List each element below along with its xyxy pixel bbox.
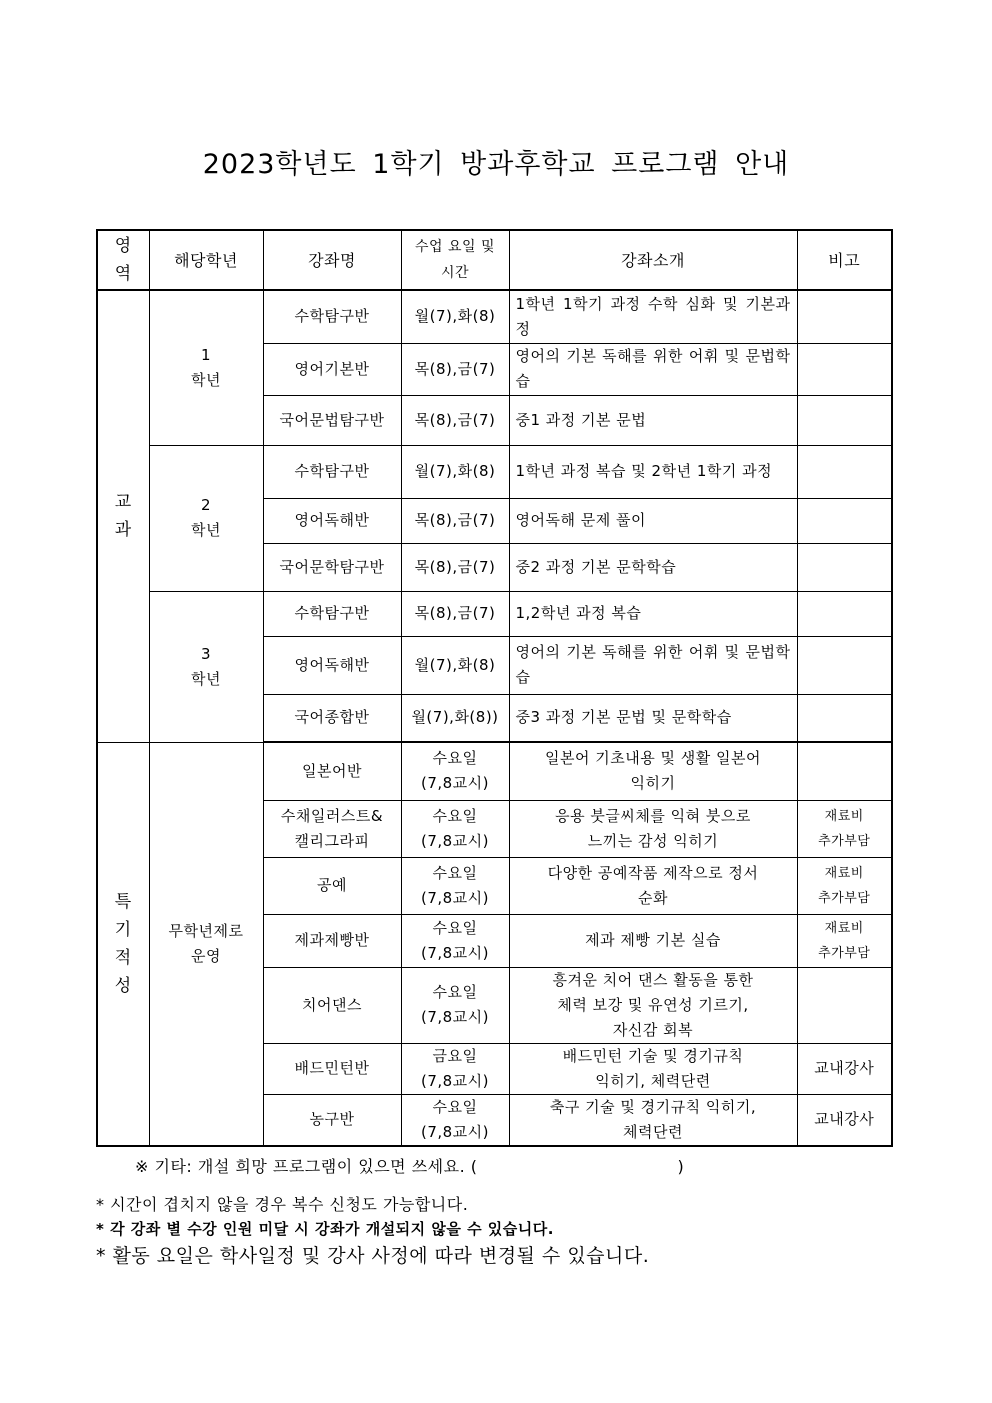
course-note (797, 290, 892, 343)
grade-label: 학년 (191, 370, 221, 389)
course-intro (509, 1094, 797, 1146)
course-name (263, 967, 401, 1043)
header-course: 강좌명 (263, 230, 401, 290)
course-name: 수학탐구반 (263, 591, 401, 636)
course-note (797, 1094, 892, 1146)
intro-line: 체력단련 (623, 1122, 683, 1141)
note-line: 추가부담 (818, 890, 871, 906)
course-intro (509, 742, 797, 800)
course-intro (509, 857, 797, 914)
course-intro (509, 1043, 797, 1094)
course-name: 영어독해반 (263, 498, 401, 543)
schedule-line: 금요일 (432, 1046, 478, 1065)
course-note (797, 498, 892, 543)
area-char: 적 (114, 947, 132, 968)
course-name (263, 742, 401, 800)
course-schedule (401, 967, 509, 1043)
note-line: 재료비 (824, 808, 864, 824)
intro-line: 응용 붓글씨체를 익혀 붓으로 (555, 806, 751, 825)
course-note (797, 1043, 892, 1094)
course-name-line: 배드민턴반 (294, 1059, 370, 1077)
schedule-line: (7,8교시) (420, 1071, 490, 1090)
course-schedule: 목(8),금(7) (401, 591, 509, 636)
intro-line: 느끼는 감성 익히기 (587, 831, 719, 850)
header-schedule-line: 수업 요일 및 (414, 239, 496, 255)
course-name-line: 제과제빵반 (294, 931, 370, 949)
course-name: 영어기본반 (263, 343, 401, 395)
course-name: 영어독해반 (263, 636, 401, 694)
course-intro: 중2 과정 기본 문학학습 (509, 543, 797, 591)
grade-1 (149, 290, 263, 445)
intro-line: 익히기 (630, 774, 676, 793)
schedule-line: (7,8교시) (420, 888, 490, 907)
grade-number: 1 (200, 345, 212, 364)
course-note (797, 591, 892, 636)
other-note-prefix: ※ 기타: 개설 희망 프로그램이 있으면 쓰세요. ( (135, 1157, 478, 1176)
course-name (263, 857, 401, 914)
intro-line: 자신감 회복 (612, 1020, 694, 1039)
course-name-line: 수채일러스트& (280, 806, 384, 825)
area-char: 성 (114, 975, 132, 996)
schedule-line: (7,8교시) (420, 831, 490, 850)
course-note (797, 914, 892, 967)
grade-number: 2 (200, 496, 212, 514)
footnote-large: * 활동 요일은 학사일정 및 강사 사정에 따라 변경될 수 있습니다. (96, 1245, 650, 1267)
course-schedule: 월(7),화(8) (401, 636, 509, 694)
schedule-line: (7,8교시) (420, 943, 490, 962)
course-schedule (401, 1043, 509, 1094)
course-note (797, 343, 892, 395)
course-note (797, 742, 892, 800)
schedule-line: 수요일 (432, 983, 478, 1001)
table-row (97, 742, 892, 800)
course-schedule (401, 742, 509, 800)
course-intro: 1학년 과정 복습 및 2학년 1학기 과정 (509, 445, 797, 498)
table-header-row (97, 230, 892, 290)
course-note (797, 694, 892, 742)
course-name (263, 800, 401, 857)
course-name-line: 캘리그라피 (294, 831, 370, 850)
header-schedule-line: 시간 (440, 265, 470, 281)
intro-line: 체력 보강 및 유연성 기르기, (557, 995, 749, 1014)
schedule-line: 수요일 (432, 749, 478, 768)
schedule-line: 수요일 (432, 863, 478, 882)
course-schedule (401, 800, 509, 857)
course-schedule: 목(8),금(7) (401, 543, 509, 591)
course-name-line: 일본어반 (302, 761, 362, 780)
course-name: 수학탐구반 (263, 445, 401, 498)
grade-all-line: 운영 (191, 946, 221, 965)
course-name (263, 1043, 401, 1094)
header-schedule (401, 230, 509, 290)
document-title: 2023학년도 1학기 방과후학교 프로그램 안내 (202, 149, 790, 180)
grade-3 (149, 591, 263, 742)
intro-line: 익히기, 체력단련 (595, 1071, 711, 1090)
course-schedule: 목(8),금(7) (401, 395, 509, 445)
grade-number: 3 (200, 644, 212, 663)
course-schedule: 목(8),금(7) (401, 343, 509, 395)
course-schedule (401, 1094, 509, 1146)
course-schedule (401, 857, 509, 914)
program-table (96, 229, 893, 1147)
course-intro (509, 967, 797, 1043)
note-line: 재료비 (824, 865, 864, 881)
course-name (263, 1094, 401, 1146)
course-name: 국어문법탐구반 (263, 395, 401, 445)
intro-line: 순화 (638, 888, 668, 907)
note-line: 추가부담 (818, 945, 871, 961)
course-intro: 중3 과정 기본 문법 및 문학학습 (509, 694, 797, 742)
area-char: 교 (114, 492, 132, 513)
intro-line: 흥겨운 치어 댄스 활동을 통한 (552, 970, 754, 989)
course-intro: 1학년 1학기 과정 수학 심화 및 기본과정 (509, 290, 797, 343)
course-name: 수학탐구반 (263, 290, 401, 343)
area-subject (97, 290, 149, 742)
course-intro: 영어의 기본 독해를 위한 어휘 및 문법학습 (509, 636, 797, 694)
course-note (797, 543, 892, 591)
other-note-suffix: ) (677, 1157, 685, 1176)
course-intro: 영어독해 문제 풀이 (509, 498, 797, 543)
course-intro (509, 914, 797, 967)
course-note (797, 395, 892, 445)
course-schedule: 월(7),화(8) (401, 290, 509, 343)
course-intro: 1,2학년 과정 복습 (509, 591, 797, 636)
grade-label: 학년 (191, 669, 221, 688)
intro-line: 다양한 공예작품 제작으로 정서 (547, 863, 759, 882)
header-note: 비고 (797, 230, 892, 290)
table-row (97, 290, 892, 343)
schedule-line: 수요일 (432, 806, 478, 825)
course-note (797, 800, 892, 857)
schedule-line: 수요일 (432, 1097, 478, 1116)
note-line: 교내강사 (814, 1110, 875, 1128)
course-note (797, 445, 892, 498)
course-note (797, 967, 892, 1043)
grade-all-line: 무학년제로 (168, 921, 244, 940)
course-name: 국어문학탐구반 (263, 543, 401, 591)
intro-line: 제과 제빵 기본 실습 (585, 931, 721, 949)
schedule-line: (7,8교시) (420, 1122, 490, 1141)
course-intro: 영어의 기본 독해를 위한 어휘 및 문법학습 (509, 343, 797, 395)
course-schedule: 목(8),금(7) (401, 498, 509, 543)
header-area (97, 230, 149, 290)
grade-2 (149, 445, 263, 591)
course-intro (509, 800, 797, 857)
course-schedule (401, 914, 509, 967)
header-area-char: 역 (114, 264, 132, 284)
course-note (797, 857, 892, 914)
grade-all (149, 742, 263, 1146)
note-line: 교내강사 (814, 1059, 875, 1077)
course-note (797, 636, 892, 694)
intro-line: 일본어 기초내용 및 생활 일본어 (545, 749, 761, 768)
header-grade: 해당학년 (149, 230, 263, 290)
footnote-bold: * 각 강좌 별 수강 인원 미달 시 강좌가 개설되지 않을 수 있습니다. (96, 1220, 554, 1238)
area-char: 기 (114, 919, 132, 940)
schedule-line: 수요일 (432, 918, 478, 937)
course-name (263, 914, 401, 967)
area-char: 과 (114, 520, 132, 541)
course-name-line: 농구반 (309, 1110, 355, 1128)
note-line: 추가부담 (818, 833, 871, 849)
course-name-line: 치어댄스 (302, 995, 362, 1014)
intro-line: 배드민턴 기술 및 경기규칙 (562, 1046, 744, 1065)
schedule-line: (7,8교시) (420, 1008, 490, 1026)
header-intro: 강좌소개 (509, 230, 797, 290)
other-program-request (135, 1154, 684, 1177)
table-row (97, 445, 892, 498)
table-row (97, 591, 892, 636)
area-char: 특 (114, 891, 132, 912)
course-schedule: 월(7),화(8) (401, 445, 509, 498)
intro-line: 축구 기술 및 경기규칙 익히기, (549, 1097, 757, 1116)
course-name: 국어종합반 (263, 694, 401, 742)
area-special (97, 742, 149, 1146)
note-line: 재료비 (824, 920, 864, 936)
schedule-line: (7,8교시) (420, 774, 490, 793)
grade-label: 학년 (191, 521, 221, 539)
course-intro: 중1 과정 기본 문법 (509, 395, 797, 445)
header-area-char: 영 (114, 236, 132, 256)
course-name-line: 공예 (317, 876, 347, 894)
course-schedule: 월(7),화(8)) (401, 694, 509, 742)
footnote: * 시간이 겹치지 않을 경우 복수 신청도 가능합니다. (96, 1195, 469, 1214)
